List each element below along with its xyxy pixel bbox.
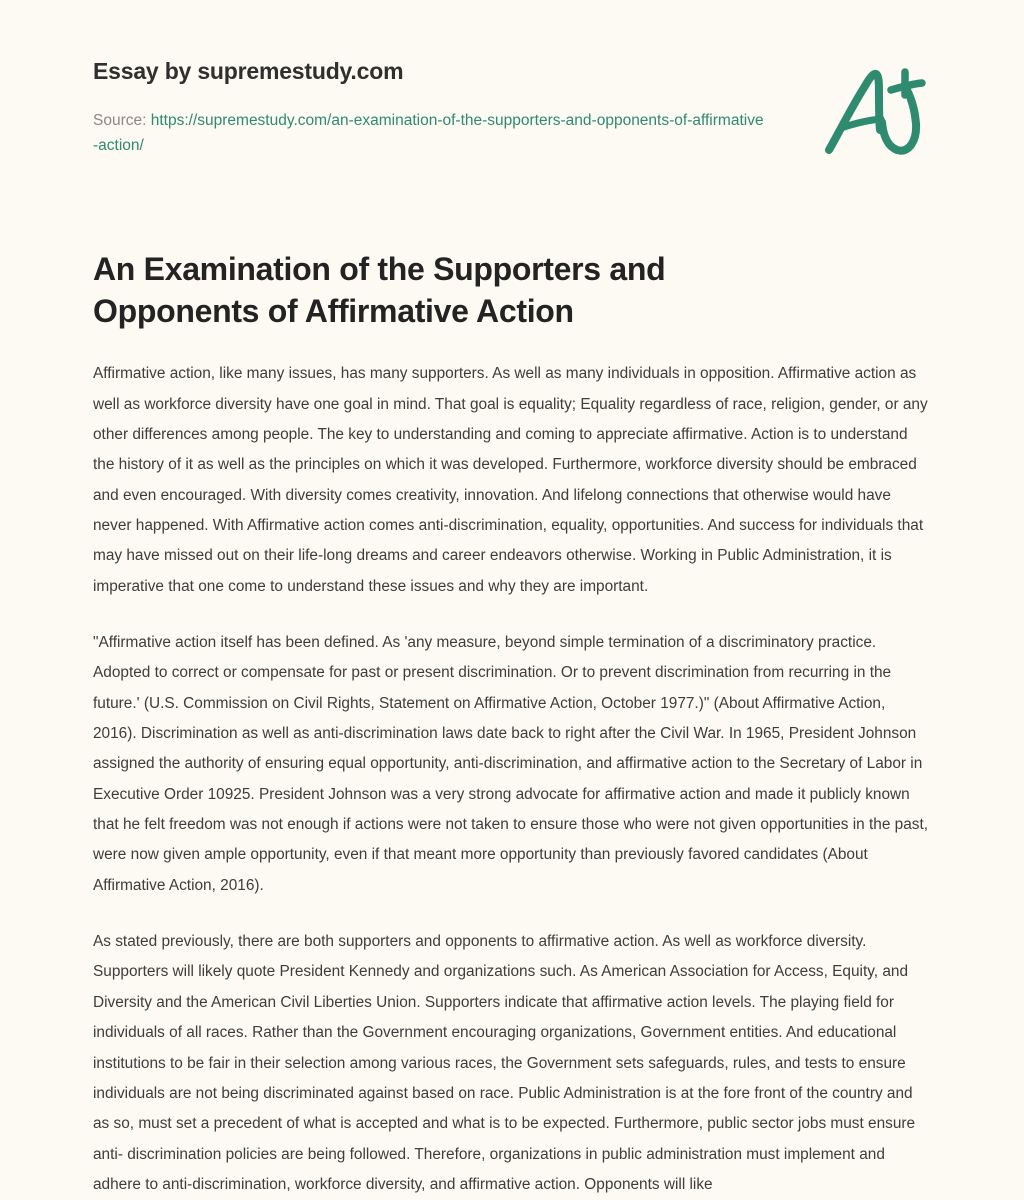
- source-label: Source:: [93, 111, 147, 129]
- source-line: [93, 108, 765, 158]
- paragraph: As stated previously, there are both supporters and opponents to affirmative action. As well as workforce diversity. Supporters will likely quote President Kennedy and organizations such. As American Association for Access, Equity, and Diversity and the American Civil Liberties Union. Supporters indicate that affirmative action levels. The playing field for individuals of all races. Rather than the Government encouraging organizations, Government entities. And educational institutions to be fair in their selection among various races, the Government sets safeguards, rules, and tests to ensure individuals are not being discriminated against based on race. Public Administration is at the fore front of the country and as so, must set a precedent of what is accepted and what is to be expected. Furthermore, public sector jobs must ensure anti- discrimination policies are being followed. Therefore, organizations in public administration must implement and adhere to anti-discrimination, workforce diversity, and affirmative action. Opponents will like: [93, 933, 916, 1193]
- a-plus-logo-icon: [821, 62, 931, 167]
- source-url-link[interactable]: https://supremestudy.com/an-examination-of-the-supporters-and-opponents-of-affirmative-action/: [93, 111, 764, 154]
- brand-title: Essay by supremestudy.com: [93, 58, 404, 84]
- paragraph: Affirmative action, like many issues, has many supporters. As well as many individuals in opposition. Affirmative action as well as workforce diversity have one goal in mind. That goal is equality; Equality regardless of race, religion, gender, or any other differences among people. The key to understanding and coming to appreciate affirmative. Action is to understand the history of it as well as the principles on which it was developed. Furthermore, workforce diversity should be embraced and even encouraged. With diversity comes creativity, innovation. And lifelong connections that otherwise would have never happened. With Affirmative action comes anti-discrimination, equality, opportunities. And success for individuals that may have missed out on their life-long dreams and career endeavors otherwise. Working in Public Administration, it is imperative that one come to understand these issues and why they are important.: [93, 365, 928, 595]
- page-title: An Examination of the Supporters and Opponents of Affirmative Action: [93, 250, 666, 330]
- article-body: [93, 332, 931, 1200]
- paragraph: "Affirmative action itself has been defined. As 'any measure, beyond simple termination of a discriminatory practice. Adopted to correct or compensate for past or present discrimination. Or to prevent discrimination from recurring in the future.' (U.S. Commission on Civil Rights, Statement on Affirmative Action, October 1977.)" (About Affirmative Action, 2016). Discrimination as well as anti-discrimination laws date back to right after the Civil War. In 1965, President Johnson assigned the authority of ensuring equal opportunity, anti-discrimination, and affirmative action to the Secretary of Labor in Executive Order 10925. President Johnson was a very strong advocate for affirmative action and made it publicly known that he felt freedom was not enough if actions were not taken to ensure those who were not given opportunities in the past, were now given ample opportunity, even if that meant more opportunity than previously favored candidates (About Affirmative Action, 2016).: [93, 634, 929, 894]
- page-header: [93, 0, 931, 158]
